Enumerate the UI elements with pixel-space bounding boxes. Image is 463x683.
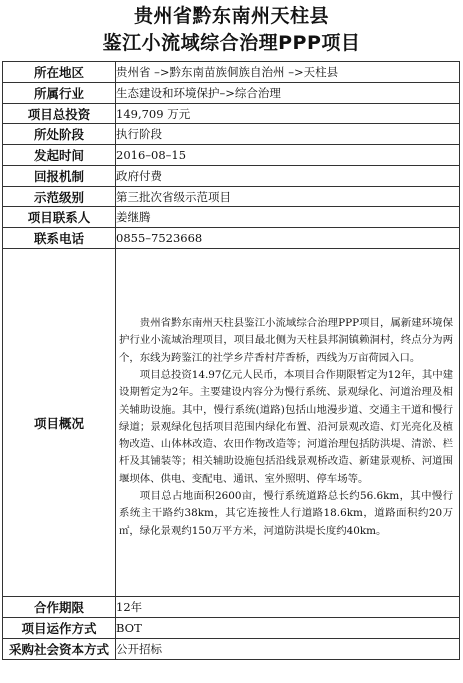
value-region: 贵州省 –>黔东南苗族侗族自治州 –>天柱县 xyxy=(116,62,460,83)
row-return-mechanism xyxy=(3,166,460,187)
value-demo-level: 第三批次省级示范项目 xyxy=(116,187,460,207)
overview-paragraph-3: 项目总占地面积2600亩，慢行系统道路总长约56.6km，其中慢行系统主干路约38km，其它连接性人行道路18.6km，道路面积约20万㎡，绿化景观约150万平方米，河道防洪堤长度约40km。 xyxy=(119,490,453,537)
title-line-1: 贵州省黔东南州天柱县 xyxy=(133,5,329,27)
row-stage xyxy=(3,124,460,145)
row-launch-date xyxy=(3,145,460,166)
overview-paragraph-2: 项目总投资14.97亿元人民币，本项目合作期限暂定为12年，其中建设期暂定为2年。主要建设内容分为慢行系统、景观绿化、河道治理及相关辅助设施。其中，慢行系统(道路)包括山地漫步道、交通主干道和慢行绿道；景观绿化包括项目范围内绿化布置、沿河景观改造、灯光亮化及植物改造、山体林改造、农田作物改造等；河道治理包括防洪堤、清淤、栏杆及其铺装等；相关辅助设施包括沿线景观桥改造、新建景观桥、河道围堰坝体、供电、变配电、通讯、室外照明、停车场等。 xyxy=(119,368,453,485)
label-cooperation-period: 合作期限 xyxy=(3,597,116,618)
label-demo-level: 示范级别 xyxy=(3,187,116,207)
value-cooperation-period: 12年 xyxy=(116,597,460,618)
row-overview xyxy=(3,249,460,597)
label-procurement-method: 采购社会资本方式 xyxy=(3,639,116,660)
label-operation-mode: 项目运作方式 xyxy=(3,618,116,639)
value-procurement-method: 公开招标 xyxy=(116,639,460,660)
row-industry xyxy=(3,83,460,104)
overview-paragraph-1: 贵州省黔东南州天柱县鉴江小流域综合治理PPP项目，属新建环境保护行业小流域治理项目，项目最北侧为天柱县邦洞镇赖洞村，终点分为两个，东线为跨鉴江的社学乡芹香村芹香桥，西线为万亩荷园入口。 xyxy=(119,317,453,364)
value-operation-mode: BOT xyxy=(116,618,460,639)
value-return-mechanism: 政府付费 xyxy=(116,166,460,187)
value-overview xyxy=(116,249,460,597)
label-contact-person: 项目联系人 xyxy=(3,207,116,228)
project-info-table xyxy=(2,61,460,660)
overview-text xyxy=(116,315,459,540)
title-line-2: 鉴江小流域综合治理PPP项目 xyxy=(102,32,361,54)
row-total-investment xyxy=(3,104,460,124)
value-industry: 生态建设和环境保护–>综合治理 xyxy=(116,83,460,104)
label-contact-phone: 联系电话 xyxy=(3,228,116,249)
row-procurement-method xyxy=(3,639,460,660)
value-launch-date: 2016–08–15 xyxy=(116,145,460,166)
row-operation-mode xyxy=(3,618,460,639)
label-overview: 项目概况 xyxy=(3,249,116,597)
value-contact-phone: 0855–7523668 xyxy=(116,228,460,249)
label-stage: 所处阶段 xyxy=(3,124,116,145)
label-industry: 所属行业 xyxy=(3,83,116,104)
label-region: 所在地区 xyxy=(3,62,116,83)
label-total-investment: 项目总投资 xyxy=(3,104,116,124)
label-return-mechanism: 回报机制 xyxy=(3,166,116,187)
document-title xyxy=(0,0,463,60)
value-total-investment: 149,709 万元 xyxy=(116,104,460,124)
value-stage: 执行阶段 xyxy=(116,124,460,145)
row-contact-person xyxy=(3,207,460,228)
row-region xyxy=(3,62,460,83)
label-launch-date: 发起时间 xyxy=(3,145,116,166)
row-demo-level xyxy=(3,187,460,207)
value-contact-person: 姜继腾 xyxy=(116,207,460,228)
row-cooperation-period xyxy=(3,597,460,618)
row-contact-phone xyxy=(3,228,460,249)
